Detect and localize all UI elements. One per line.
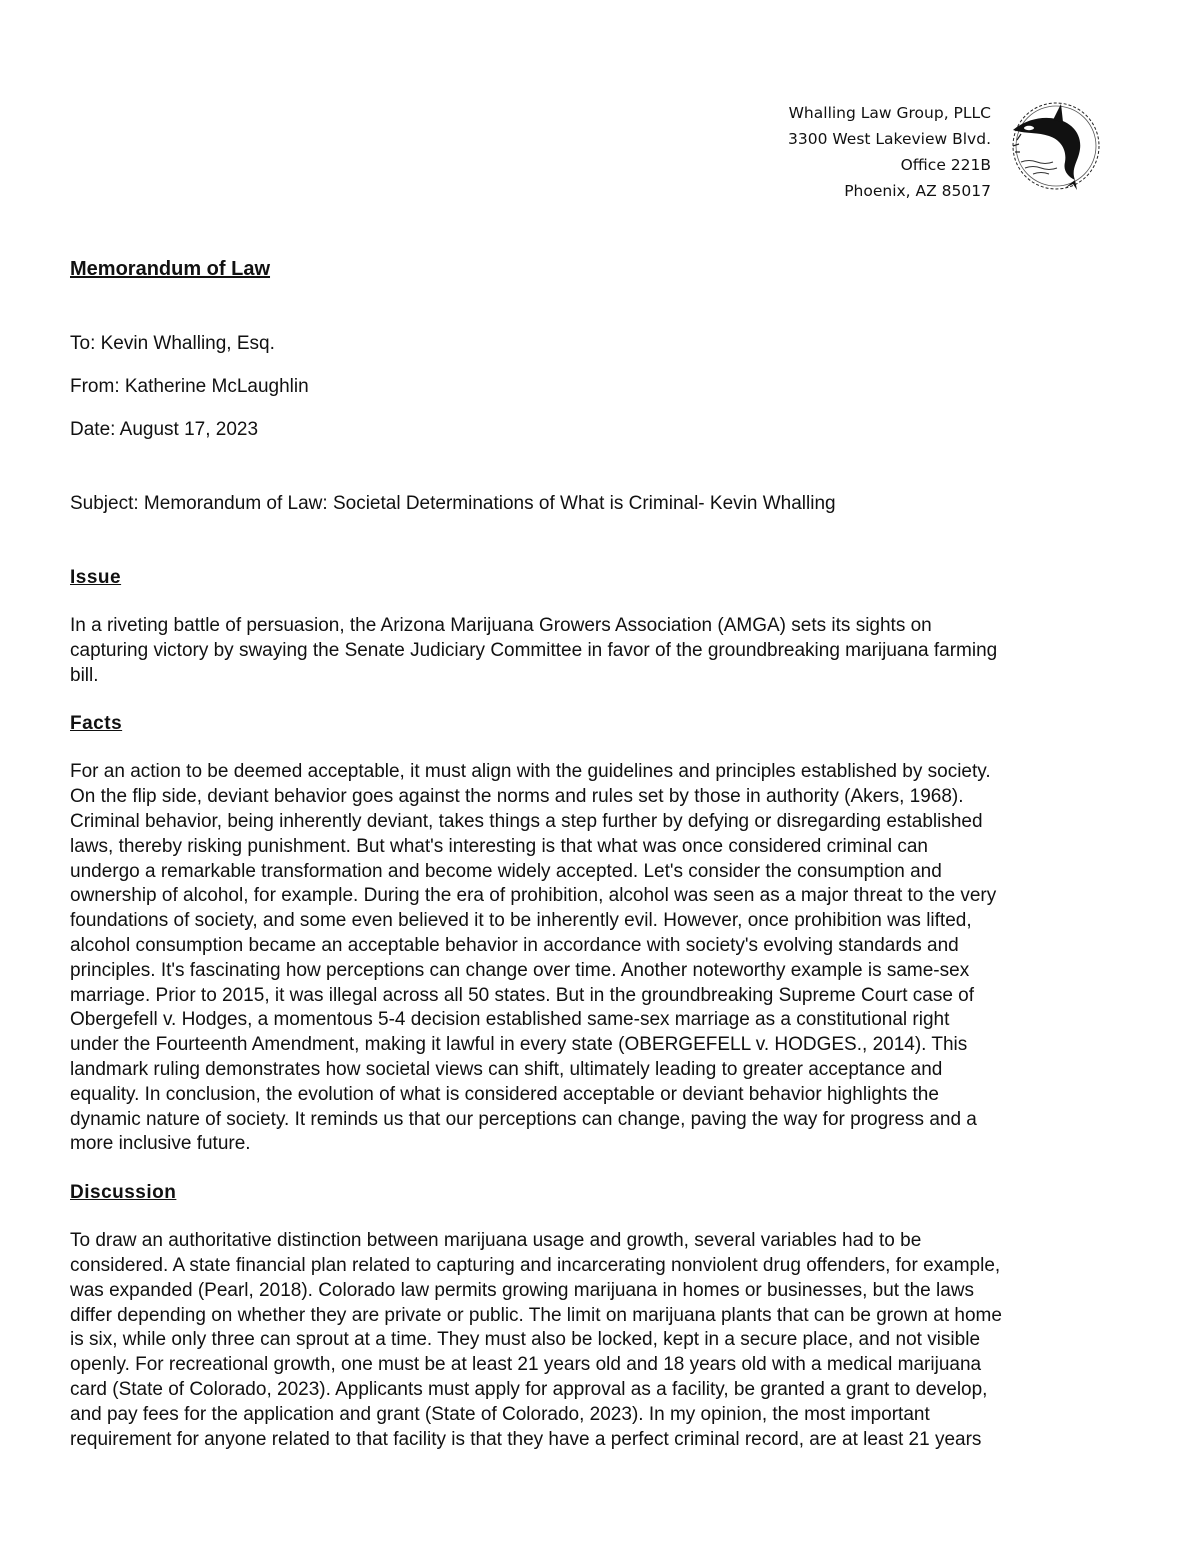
facts-line: alcohol consumption became an acceptable behavior in accordance with society's evolving standards and	[70, 934, 959, 956]
facts-line: under the Fourteenth Amendment, making it lawful in every state (OBERGEFELL v. HODGES., 2014). This	[70, 1034, 968, 1056]
city-state-zip: Phoenix, AZ 85017	[844, 182, 991, 200]
facts-line: more inclusive future.	[70, 1133, 251, 1155]
facts-line: ownership of alcohol, for example. During the era of prohibition, alcohol was seen as a major threat to the very	[70, 885, 997, 907]
facts-line: undergo a remarkable transformation and become widely accepted. Let's consider the consumption and	[70, 860, 942, 882]
issue-line: capturing victory by swaying the Senate Judiciary Committee in favor of the groundbreaking marijuana farming	[70, 639, 998, 661]
discussion-line: was expanded (Pearl, 2018). Colorado law permits growing marijuana in homes or businesses, but the laws	[70, 1279, 975, 1301]
memo-title: Memorandum of Law	[70, 258, 271, 280]
street-address: 3300 West Lakeview Blvd.	[788, 130, 991, 148]
facts-line: dynamic nature of society. It reminds us that our perceptions can change, paving the way for progress and a	[70, 1108, 977, 1130]
facts-line: marriage. Prior to 2015, it was illegal across all 50 states. But in the groundbreaking Supreme Court case of	[70, 984, 975, 1006]
discussion-line: is six, while only three can sprout at a time. They must also be locked, kept in a secure place, and not visible	[70, 1329, 981, 1351]
memo-to: To: Kevin Whalling, Esq.	[70, 333, 275, 354]
memo-from: From: Katherine McLaughlin	[70, 376, 309, 397]
letterhead-address	[788, 100, 991, 204]
discussion-line: card (State of Colorado, 2023). Applicants must apply for approval as a facility, be granted a grant to develop,	[70, 1378, 988, 1400]
discussion-line: considered. A state financial plan related to capturing and incarcerating nonviolent drug offenders, for example,	[70, 1254, 1001, 1276]
facts-line: principles. It's fascinating how perceptions can change over time. Another noteworthy example is same-sex	[70, 959, 970, 981]
issue-paragraph	[70, 614, 1132, 688]
issue-line: bill.	[70, 664, 99, 686]
facts-heading: Facts	[70, 713, 123, 735]
facts-line: Obergefell v. Hodges, a momentous 5-4 decision established same-sex marriage as a constitutional right	[70, 1009, 950, 1031]
firm-name: Whalling Law Group, PLLC	[788, 104, 991, 122]
memo-date: Date: August 17, 2023	[70, 419, 259, 440]
facts-line: equality. In conclusion, the evolution of what is considered acceptable or deviant behavior highlights the	[70, 1083, 939, 1105]
discussion-line: openly. For recreational growth, one must be at least 21 years old and 18 years old with a medical marijuana	[70, 1354, 982, 1376]
facts-line: Criminal behavior, being inherently deviant, takes things a step further by defying or disregarding established	[70, 810, 983, 832]
discussion-line: requirement for anyone related to that facility is that they have a perfect criminal record, are at least 21 years	[70, 1428, 982, 1450]
memo-subject: Subject: Memorandum of Law: Societal Determinations of What is Criminal- Kevin Whalling	[70, 493, 836, 514]
memo-body	[70, 254, 1132, 1452]
issue-line: In a riveting battle of persuasion, the Arizona Marijuana Growers Association (AMGA) sets its sights on	[70, 615, 932, 636]
office-number: Office 221B	[900, 156, 991, 174]
orca-logo-icon	[1003, 100, 1105, 192]
facts-paragraph	[70, 760, 1132, 1157]
issue-heading: Issue	[70, 567, 122, 588]
facts-line: foundations of society, and some even believed it to be inherently evil. However, once prohibition was lifted,	[70, 910, 972, 932]
discussion-paragraph	[70, 1229, 1132, 1452]
discussion-line: differ depending on whether they are private or public. The limit on marijuana plants that can be grown at home	[70, 1304, 1002, 1326]
facts-line: On the flip side, deviant behavior goes against the norms and rules set by those in authority (Akers, 1968).	[70, 786, 964, 808]
facts-line: laws, thereby risking punishment. But what's interesting is that what was once considered criminal can	[70, 835, 928, 857]
facts-line: For an action to be deemed acceptable, it must align with the guidelines and principles established by society.	[70, 761, 991, 783]
discussion-line: To draw an authoritative distinction between marijuana usage and growth, several variables had to be	[70, 1230, 922, 1252]
discussion-line: and pay fees for the application and grant (State of Colorado, 2023). In my opinion, the most important	[70, 1403, 930, 1425]
facts-line: landmark ruling demonstrates how societal views can shift, ultimately leading to greater acceptance and	[70, 1058, 943, 1080]
discussion-heading: Discussion	[70, 1182, 177, 1204]
